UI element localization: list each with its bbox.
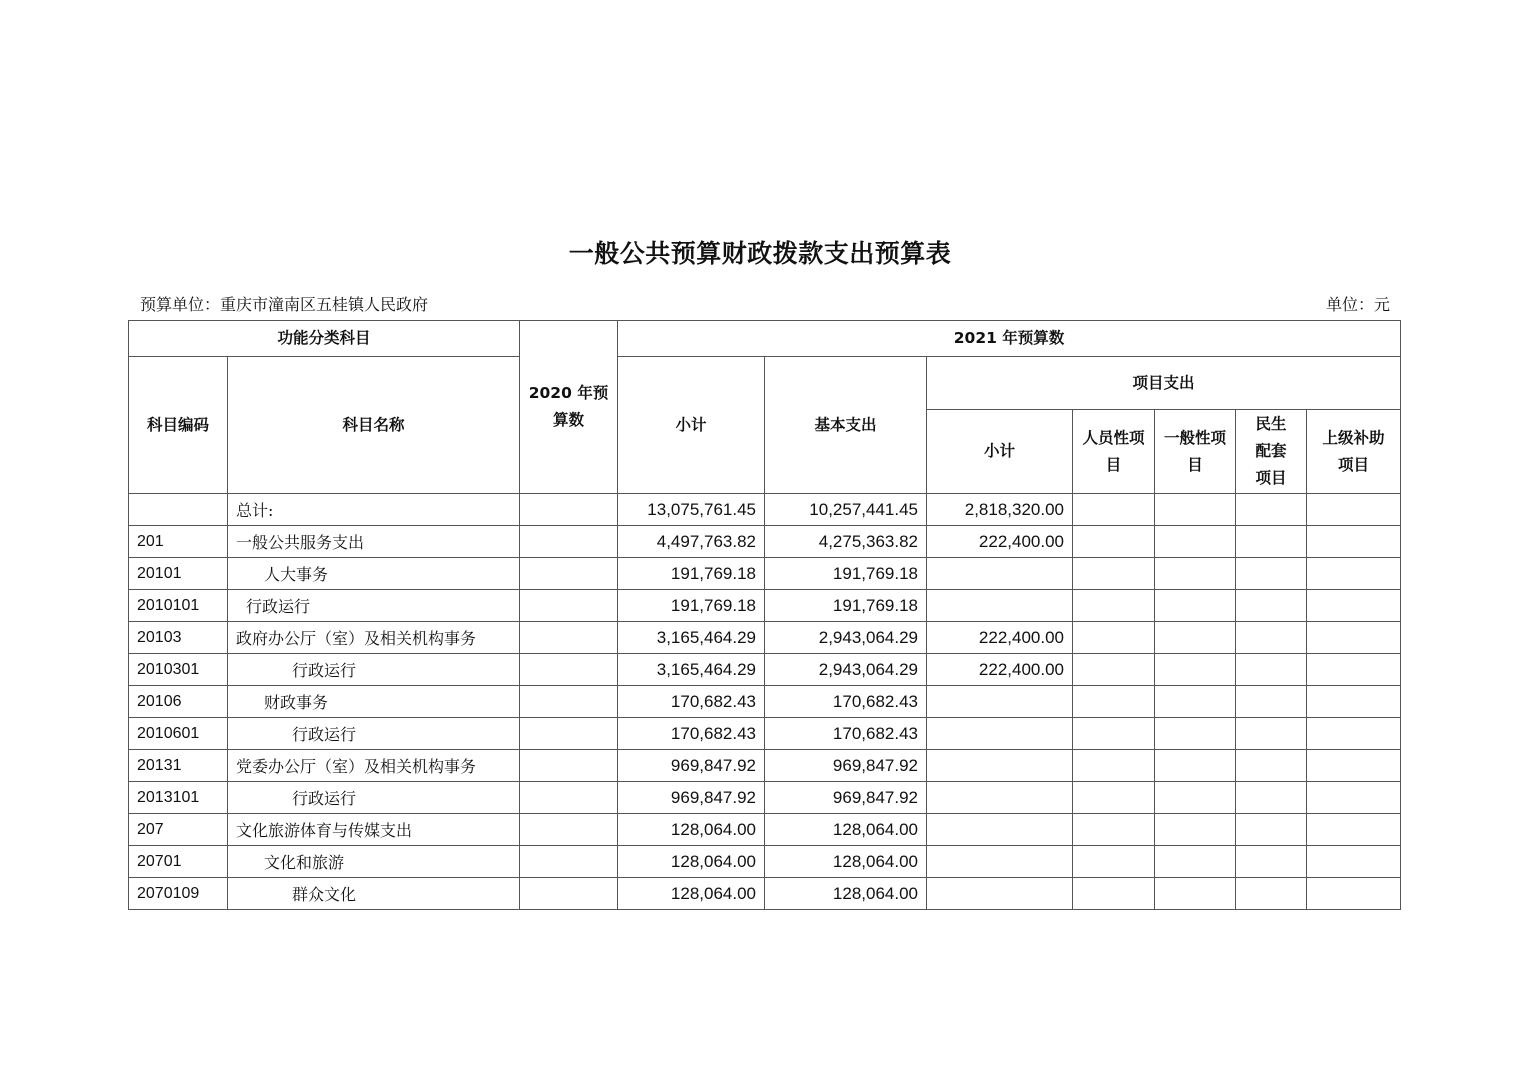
cell-subtotal: 3,165,464.29 [618, 654, 765, 686]
cell-livelihood [1236, 590, 1307, 622]
cell-livelihood [1236, 494, 1307, 526]
cell-subsidy [1307, 750, 1401, 782]
cell-prev [520, 846, 618, 878]
cell-personnel [1073, 846, 1155, 878]
cell-name: 人大事务 [228, 558, 520, 590]
cell-prev [520, 750, 618, 782]
cell-personnel [1073, 686, 1155, 718]
cell-basic: 128,064.00 [765, 814, 927, 846]
cell-prev [520, 782, 618, 814]
cell-prev [520, 590, 618, 622]
cell-personnel [1073, 526, 1155, 558]
cell-basic: 191,769.18 [765, 590, 927, 622]
header-basic: 基本支出 [765, 357, 927, 494]
cell-code: 2010601 [129, 718, 228, 750]
header-code: 科目编码 [129, 357, 228, 494]
cell-subsidy [1307, 526, 1401, 558]
cell-subtotal: 13,075,761.45 [618, 494, 765, 526]
cell-basic: 4,275,363.82 [765, 526, 927, 558]
cell-livelihood [1236, 558, 1307, 590]
cell-subsidy [1307, 494, 1401, 526]
cell-project [927, 750, 1073, 782]
cell-personnel [1073, 494, 1155, 526]
cell-project [927, 878, 1073, 910]
cell-livelihood [1236, 782, 1307, 814]
cell-personnel [1073, 590, 1155, 622]
cell-code: 2010301 [129, 654, 228, 686]
cell-personnel [1073, 782, 1155, 814]
cell-basic: 969,847.92 [765, 750, 927, 782]
cell-subsidy [1307, 878, 1401, 910]
cell-subtotal: 969,847.92 [618, 782, 765, 814]
cell-subtotal: 969,847.92 [618, 750, 765, 782]
cell-personnel [1073, 814, 1155, 846]
cell-livelihood [1236, 814, 1307, 846]
cell-subtotal: 191,769.18 [618, 590, 765, 622]
budget-unit-label: 预算单位：重庆市潼南区五桂镇人民政府 [140, 295, 429, 314]
cell-livelihood [1236, 878, 1307, 910]
cell-general [1155, 558, 1236, 590]
cell-code: 20101 [129, 558, 228, 590]
cell-name: 一般公共服务支出 [228, 526, 520, 558]
cell-subtotal: 128,064.00 [618, 814, 765, 846]
table-row [129, 654, 1401, 686]
cell-name: 财政事务 [228, 686, 520, 718]
cell-subsidy [1307, 814, 1401, 846]
cell-prev [520, 878, 618, 910]
cell-general [1155, 622, 1236, 654]
cell-subtotal: 128,064.00 [618, 846, 765, 878]
cell-general [1155, 494, 1236, 526]
cell-subtotal: 128,064.00 [618, 878, 765, 910]
cell-livelihood [1236, 846, 1307, 878]
table-row [129, 718, 1401, 750]
cell-subsidy [1307, 782, 1401, 814]
cell-prev [520, 814, 618, 846]
header-subsidy: 上级补助项目 [1307, 410, 1401, 494]
cell-personnel [1073, 750, 1155, 782]
cell-general [1155, 590, 1236, 622]
cell-general [1155, 846, 1236, 878]
cell-subsidy [1307, 622, 1401, 654]
cell-subsidy [1307, 846, 1401, 878]
cell-project [927, 846, 1073, 878]
cell-general [1155, 878, 1236, 910]
cell-prev [520, 654, 618, 686]
cell-code: 20701 [129, 846, 228, 878]
header-personnel: 人员性项目 [1073, 410, 1155, 494]
cell-prev [520, 718, 618, 750]
cell-code: 2013101 [129, 782, 228, 814]
header-subtotal: 小计 [618, 357, 765, 494]
table-row [129, 494, 1401, 526]
cell-project [927, 718, 1073, 750]
cell-general [1155, 814, 1236, 846]
header-livelihood: 民生配套项目 [1236, 410, 1307, 494]
cell-livelihood [1236, 654, 1307, 686]
cell-general [1155, 686, 1236, 718]
table-row [129, 782, 1401, 814]
table-row [129, 878, 1401, 910]
cell-personnel [1073, 718, 1155, 750]
cell-name: 政府办公厅（室）及相关机构事务 [228, 622, 520, 654]
cell-code: 20131 [129, 750, 228, 782]
cell-name: 行政运行 [228, 718, 520, 750]
cell-name: 文化旅游体育与传媒支出 [228, 814, 520, 846]
cell-general [1155, 782, 1236, 814]
cell-general [1155, 654, 1236, 686]
table-row [129, 622, 1401, 654]
cell-livelihood [1236, 750, 1307, 782]
cell-name: 总计: [228, 494, 520, 526]
cell-name: 群众文化 [228, 878, 520, 910]
cell-subtotal: 170,682.43 [618, 686, 765, 718]
cell-subtotal: 4,497,763.82 [618, 526, 765, 558]
cell-code: 20106 [129, 686, 228, 718]
cell-prev [520, 526, 618, 558]
cell-project: 222,400.00 [927, 526, 1073, 558]
cell-general [1155, 750, 1236, 782]
header-project: 项目支出 [927, 357, 1401, 410]
table-row [129, 750, 1401, 782]
cell-project: 2,818,320.00 [927, 494, 1073, 526]
header-general: 一般性项目 [1155, 410, 1236, 494]
cell-subtotal: 170,682.43 [618, 718, 765, 750]
cell-basic: 170,682.43 [765, 718, 927, 750]
cell-name: 行政运行 [228, 654, 520, 686]
cell-code: 2070109 [129, 878, 228, 910]
cell-code: 201 [129, 526, 228, 558]
cell-general [1155, 718, 1236, 750]
cell-basic: 128,064.00 [765, 846, 927, 878]
cell-name: 行政运行 [228, 782, 520, 814]
cell-subsidy [1307, 686, 1401, 718]
page-title: 一般公共预算财政拨款支出预算表 [568, 239, 952, 268]
cell-personnel [1073, 622, 1155, 654]
cell-code: 207 [129, 814, 228, 846]
header-prev-budget: 2020 年预算数 [520, 321, 618, 494]
cell-general [1155, 526, 1236, 558]
table-row [129, 526, 1401, 558]
cell-basic: 2,943,064.29 [765, 654, 927, 686]
cell-name: 行政运行 [228, 590, 520, 622]
table-row [129, 686, 1401, 718]
cell-livelihood [1236, 622, 1307, 654]
cell-subtotal: 3,165,464.29 [618, 622, 765, 654]
header-name: 科目名称 [228, 357, 520, 494]
cell-livelihood [1236, 718, 1307, 750]
cell-basic: 128,064.00 [765, 878, 927, 910]
cell-name: 文化和旅游 [228, 846, 520, 878]
cell-basic: 2,943,064.29 [765, 622, 927, 654]
cell-project [927, 686, 1073, 718]
cell-basic: 191,769.18 [765, 558, 927, 590]
cell-basic: 969,847.92 [765, 782, 927, 814]
cell-subsidy [1307, 558, 1401, 590]
table-row [129, 590, 1401, 622]
cell-personnel [1073, 654, 1155, 686]
cell-project [927, 558, 1073, 590]
cell-prev [520, 622, 618, 654]
cell-basic: 170,682.43 [765, 686, 927, 718]
header-func-category: 功能分类科目 [129, 321, 520, 357]
cell-prev [520, 686, 618, 718]
cell-subsidy [1307, 718, 1401, 750]
cell-code: 20103 [129, 622, 228, 654]
cell-subsidy [1307, 654, 1401, 686]
cell-code [129, 494, 228, 526]
cell-project [927, 590, 1073, 622]
cell-livelihood [1236, 526, 1307, 558]
cell-project: 222,400.00 [927, 622, 1073, 654]
table-row [129, 846, 1401, 878]
header-project-subtotal: 小计 [927, 410, 1073, 494]
table-row [129, 558, 1401, 590]
cell-subtotal: 191,769.18 [618, 558, 765, 590]
currency-unit-label: 单位：元 [1325, 295, 1390, 314]
cell-name: 党委办公厅（室）及相关机构事务 [228, 750, 520, 782]
cell-project [927, 814, 1073, 846]
header-cur-budget: 2021 年预算数 [618, 321, 1401, 357]
cell-project: 222,400.00 [927, 654, 1073, 686]
cell-subsidy [1307, 590, 1401, 622]
cell-project [927, 782, 1073, 814]
cell-basic: 10,257,441.45 [765, 494, 927, 526]
cell-code: 2010101 [129, 590, 228, 622]
cell-personnel [1073, 878, 1155, 910]
cell-prev [520, 494, 618, 526]
cell-personnel [1073, 558, 1155, 590]
table-row [129, 814, 1401, 846]
cell-livelihood [1236, 686, 1307, 718]
budget-table [128, 320, 1401, 910]
cell-prev [520, 558, 618, 590]
